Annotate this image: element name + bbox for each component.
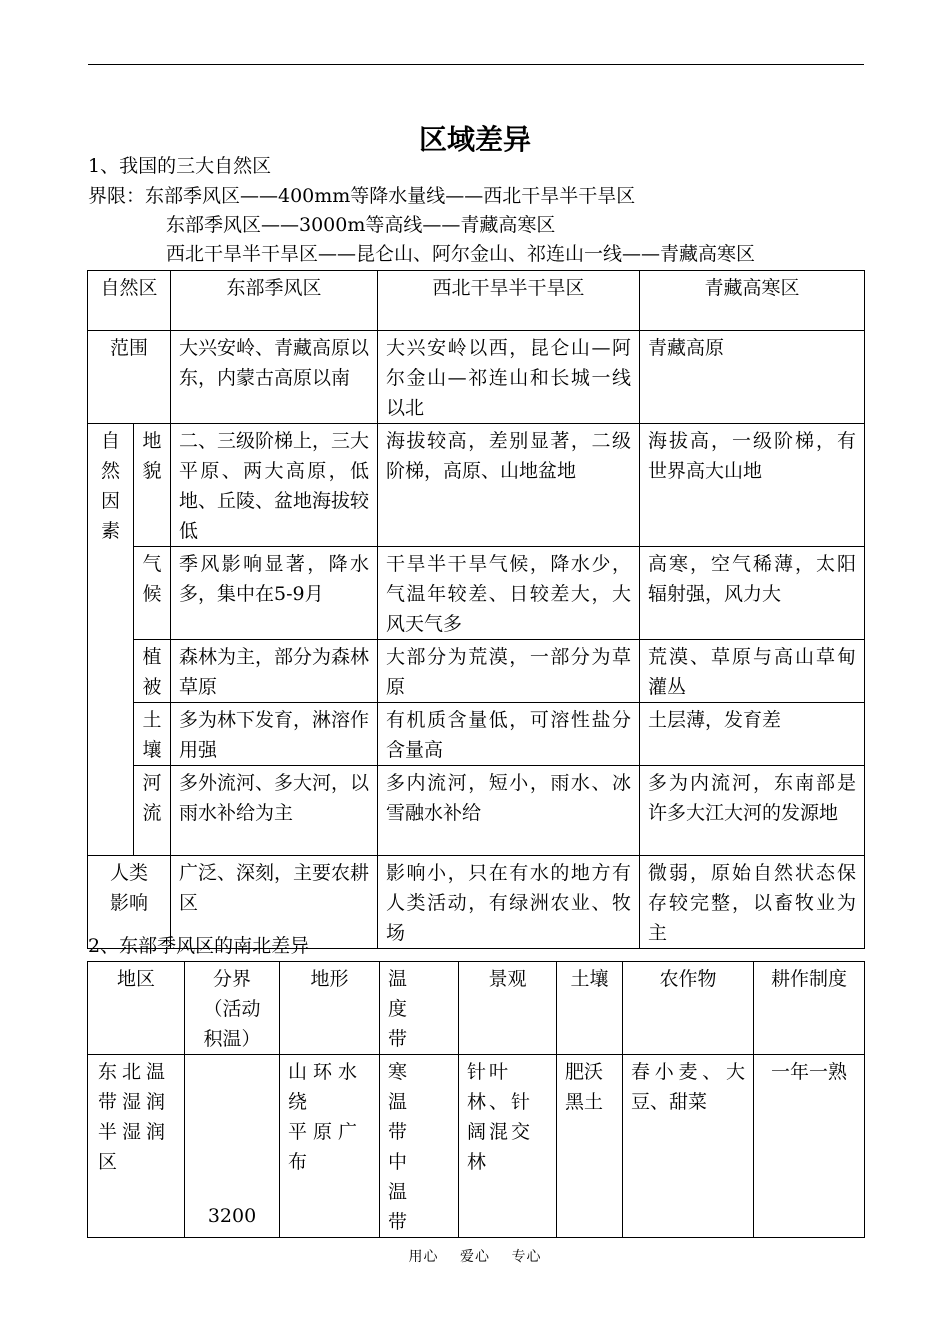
terrain-line: 山环水绕 <box>288 1061 364 1113</box>
header-cell: 地形 <box>280 962 380 1055</box>
temp-zone-cell <box>380 1055 459 1238</box>
header-cell: 土壤 <box>557 962 623 1055</box>
boundary-line-1: 界限：东部季风区——400mm等降水量线——西北干旱半干旱区 <box>88 185 636 207</box>
footer-word: 爱心 <box>460 1249 490 1265</box>
section2-heading: 2、东部季风区的南北差异 <box>88 935 310 957</box>
table-cell: 海拔高，一级阶梯，有世界高大山地 <box>640 424 865 547</box>
table-cell: 土层薄，发育差 <box>640 703 865 766</box>
table-cell: 大兴安岭、青藏高原以东，内蒙古高原以南 <box>171 331 378 424</box>
header-cell: 景观 <box>459 962 557 1055</box>
header-cell: 农作物 <box>623 962 754 1055</box>
boundary-cell: 3200 <box>185 1055 280 1238</box>
factor-label: 河流 <box>134 766 171 856</box>
table-row <box>88 331 865 424</box>
table-cell: 森林为主，部分为森林草原 <box>171 640 378 703</box>
table-row <box>88 703 865 766</box>
region-cell: 东北温带湿润半湿润区 <box>88 1055 185 1238</box>
table-cell: 广泛、深刻，主要农耕区 <box>171 856 378 949</box>
table-cell: 多为内流河，东南部是许多大江大河的发源地 <box>640 766 865 856</box>
natural-regions-table <box>87 270 865 949</box>
factor-label: 植被 <box>134 640 171 703</box>
natural-factors-label: 自然因素 <box>88 424 134 856</box>
soil-cell: 肥沃黑土 <box>557 1055 623 1238</box>
header-cell: 分界（活动积温） <box>185 962 280 1055</box>
farming-cell: 一年一熟 <box>754 1055 865 1238</box>
boundary-line-3: 西北干旱半干旱区——昆仑山、阿尔金山、祁连山一线——青藏高寒区 <box>166 243 756 265</box>
table-cell: 荒漠、草原与高山草甸灌丛 <box>640 640 865 703</box>
header-cell: 耕作制度 <box>754 962 865 1055</box>
header-cell: 东部季风区 <box>171 271 378 331</box>
temp-zone-line: 寒温带 <box>388 1061 422 1143</box>
row-label: 人类影响 <box>88 856 171 949</box>
temp-zone-line: 中温带 <box>388 1151 422 1233</box>
table-cell: 有机质含量低，可溶性盐分含量高 <box>378 703 640 766</box>
crops-cell: 春小麦、大豆、甜菜 <box>623 1055 754 1238</box>
table-cell: 高寒，空气稀薄，太阳辐射强，风力大 <box>640 547 865 640</box>
factor-label: 土壤 <box>134 703 171 766</box>
table-cell: 影响小，只在有水的地方有人类活动，有绿洲农业、牧场 <box>378 856 640 949</box>
landscape-cell: 针叶林、针阔混交林 <box>459 1055 557 1238</box>
table-row <box>88 766 865 856</box>
table-cell: 多内流河，短小，雨水、冰雪融水补给 <box>378 766 640 856</box>
table-cell: 多为林下发育，淋溶作用强 <box>171 703 378 766</box>
table-row <box>88 424 865 547</box>
page-title: 区域差异 <box>418 123 531 156</box>
boundary-line-2: 东部季风区——3000m等高线——青藏高寒区 <box>166 214 556 236</box>
footer-word: 用心 <box>408 1249 439 1265</box>
north-south-table <box>87 961 865 1238</box>
header-cell: 西北干旱半干旱区 <box>378 271 640 331</box>
table-cell: 大部分为荒漠，一部分为草原 <box>378 640 640 703</box>
table-cell: 多外流河、多大河，以雨水补给为主 <box>171 766 378 856</box>
header-cell: 青藏高寒区 <box>640 271 865 331</box>
footer-word: 专心 <box>511 1249 542 1265</box>
row-label: 范围 <box>88 331 171 424</box>
table-cell: 微弱，原始自然状态保存较完整，以畜牧业为主 <box>640 856 865 949</box>
factor-label: 气候 <box>134 547 171 640</box>
table-cell: 青藏高原 <box>640 331 865 424</box>
table-row <box>88 640 865 703</box>
table-cell: 干旱半干旱气候，降水少，气温年较差、日较差大，大风天气多 <box>378 547 640 640</box>
table-row <box>88 1055 865 1238</box>
header-rule <box>88 64 864 65</box>
table-row <box>88 547 865 640</box>
table-cell: 大兴安岭以西，昆仑山—阿尔金山—祁连山和长城一线以北 <box>378 331 640 424</box>
header-cell: 自然区 <box>88 271 171 331</box>
terrain-cell <box>280 1055 380 1238</box>
header-cell: 温度带 <box>380 962 459 1055</box>
factor-label: 地貌 <box>134 424 171 547</box>
table-cell: 海拔较高，差别显著，二级阶梯，高原、山地盆地 <box>378 424 640 547</box>
table-cell: 二、三级阶梯上，三大平原、两大高原，低地、丘陵、盆地海拔较低 <box>171 424 378 547</box>
table-cell: 季风影响显著，降水多，集中在5-9月 <box>171 547 378 640</box>
page-footer <box>0 1246 950 1266</box>
terrain-line: 平原广布 <box>288 1121 364 1173</box>
table-header-row <box>88 962 865 1055</box>
table-header-row <box>88 271 865 331</box>
section1-heading: 1、我国的三大自然区 <box>88 155 272 177</box>
header-cell: 地区 <box>88 962 185 1055</box>
